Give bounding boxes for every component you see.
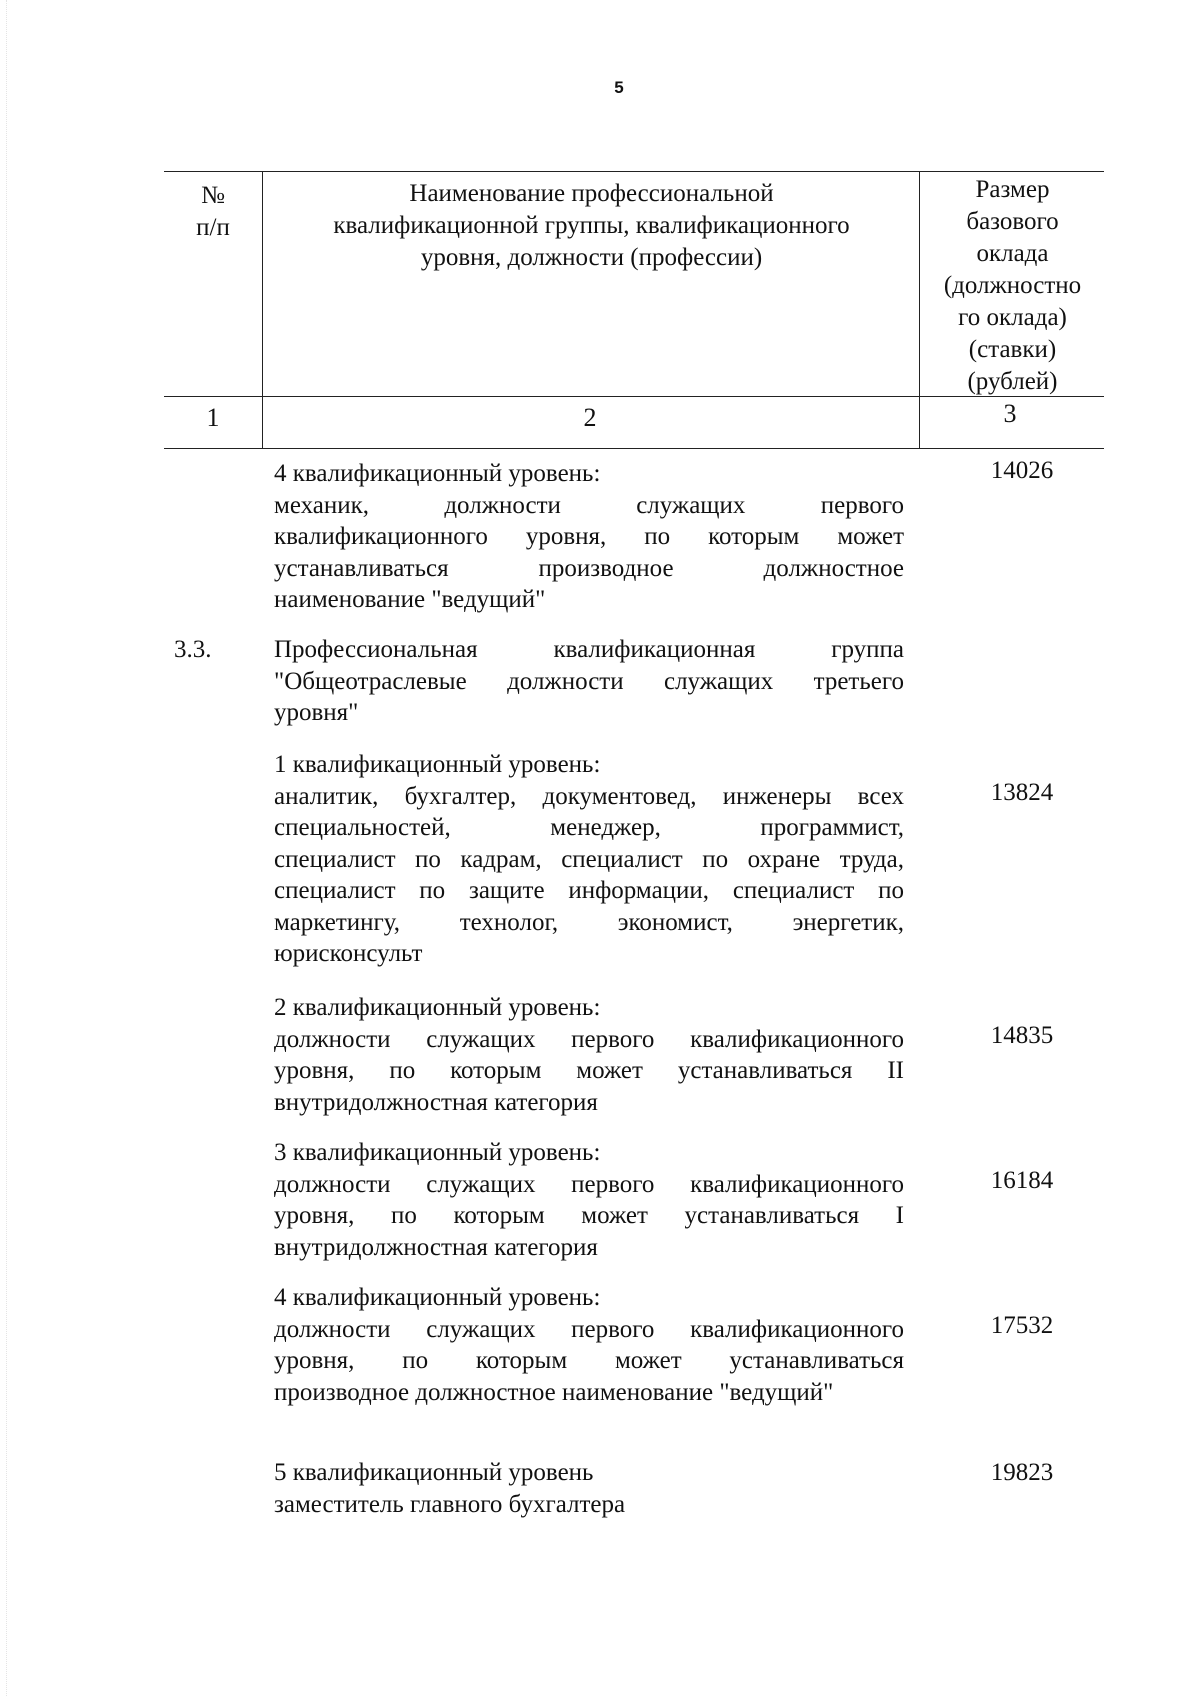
group-title-line: Профессиональная квалификационная группа bbox=[274, 636, 904, 663]
row-text-line: специалист по кадрам, специалист по охране труда, bbox=[274, 845, 904, 873]
row-text-line: внутридолжностная категория bbox=[274, 1233, 598, 1261]
row-text-line: устанавливаться производное должностное bbox=[274, 554, 904, 582]
row-text-line: должности служащих первого квалификационного bbox=[274, 1025, 904, 1053]
column-divider-2 bbox=[919, 171, 920, 448]
table-row bbox=[274, 992, 904, 1118]
salary-value: 14026 bbox=[990, 457, 1054, 484]
salary-value: 17532 bbox=[990, 1312, 1054, 1339]
group-title-line: уровня" bbox=[274, 699, 359, 726]
salary-value: 19823 bbox=[990, 1459, 1054, 1486]
level-heading: 1 квалификационный уровень: bbox=[274, 751, 601, 778]
row-text-line: уровня, по которым может устанавливаться II bbox=[274, 1057, 904, 1084]
row-text-line: производное должностное наименование "ведущий" bbox=[274, 1378, 834, 1406]
row-text-line: должности служащих первого квалификационного bbox=[274, 1315, 904, 1343]
table-row bbox=[274, 458, 904, 616]
column-number-3: 3 bbox=[1003, 399, 1017, 428]
row-text-line: наименование "ведущий" bbox=[274, 586, 546, 613]
row-text-line: аналитик, бухгалтер, документовед, инженеры всех bbox=[274, 782, 904, 810]
row-text-line: маркетингу, технолог, экономист, энергетик, bbox=[274, 908, 904, 936]
column-number-2: 2 bbox=[583, 403, 597, 432]
scan-edge bbox=[6, 0, 8, 1696]
page-number: 5 bbox=[614, 78, 624, 97]
salary-value: 16184 bbox=[990, 1167, 1054, 1194]
row-text-line: уровня, по которым может устанавливаться bbox=[274, 1347, 904, 1374]
row-text-line: квалификационного уровня, по которым может bbox=[274, 523, 904, 550]
table-row bbox=[274, 1457, 904, 1520]
level-heading: 2 квалификационный уровень: bbox=[274, 994, 601, 1021]
header-col-number: № п/п bbox=[196, 182, 230, 241]
row-text-line: механик, должности служащих первого bbox=[274, 491, 904, 519]
table-top-border bbox=[164, 171, 1104, 172]
table-row bbox=[274, 749, 904, 970]
salary-value: 14835 bbox=[990, 1022, 1054, 1049]
header-col-salary: Размер базового оклада (должностно го оклада) (ставки) (рублей) bbox=[943, 176, 1082, 395]
column-divider-1 bbox=[262, 171, 263, 448]
row-text-line: заместитель главного бухгалтера bbox=[274, 1490, 626, 1518]
level-heading: 5 квалификационный уровень bbox=[274, 1459, 594, 1486]
level-heading: 3 квалификационный уровень: bbox=[274, 1139, 601, 1166]
row-text-line: юрисконсульт bbox=[274, 940, 423, 967]
level-heading: 4 квалификационный уровень: bbox=[274, 460, 601, 487]
column-number-1: 1 bbox=[206, 403, 220, 432]
table-row bbox=[274, 634, 904, 729]
header-col-name: Наименование профессиональной квалификационной группы, квалификационного уровня, должности (профессии) bbox=[333, 180, 850, 271]
salary-value: 13824 bbox=[990, 779, 1054, 806]
row-text-line: должности служащих первого квалификационного bbox=[274, 1170, 904, 1198]
group-number: 3.3. bbox=[174, 636, 212, 663]
column-numbers-bottom-border bbox=[164, 448, 1104, 449]
level-heading: 4 квалификационный уровень: bbox=[274, 1284, 601, 1311]
group-title-line: "Общеотраслевые должности служащих третьего bbox=[274, 667, 904, 695]
table-row bbox=[274, 1282, 904, 1408]
row-text-line: внутридолжностная категория bbox=[274, 1088, 598, 1116]
row-text-line: специальностей, менеджер, программист, bbox=[274, 814, 904, 841]
table-row bbox=[274, 1137, 904, 1263]
row-text-line: специалист по защите информации, специалист по bbox=[274, 877, 904, 904]
row-text-line: уровня, по которым может устанавливаться I bbox=[274, 1202, 904, 1229]
